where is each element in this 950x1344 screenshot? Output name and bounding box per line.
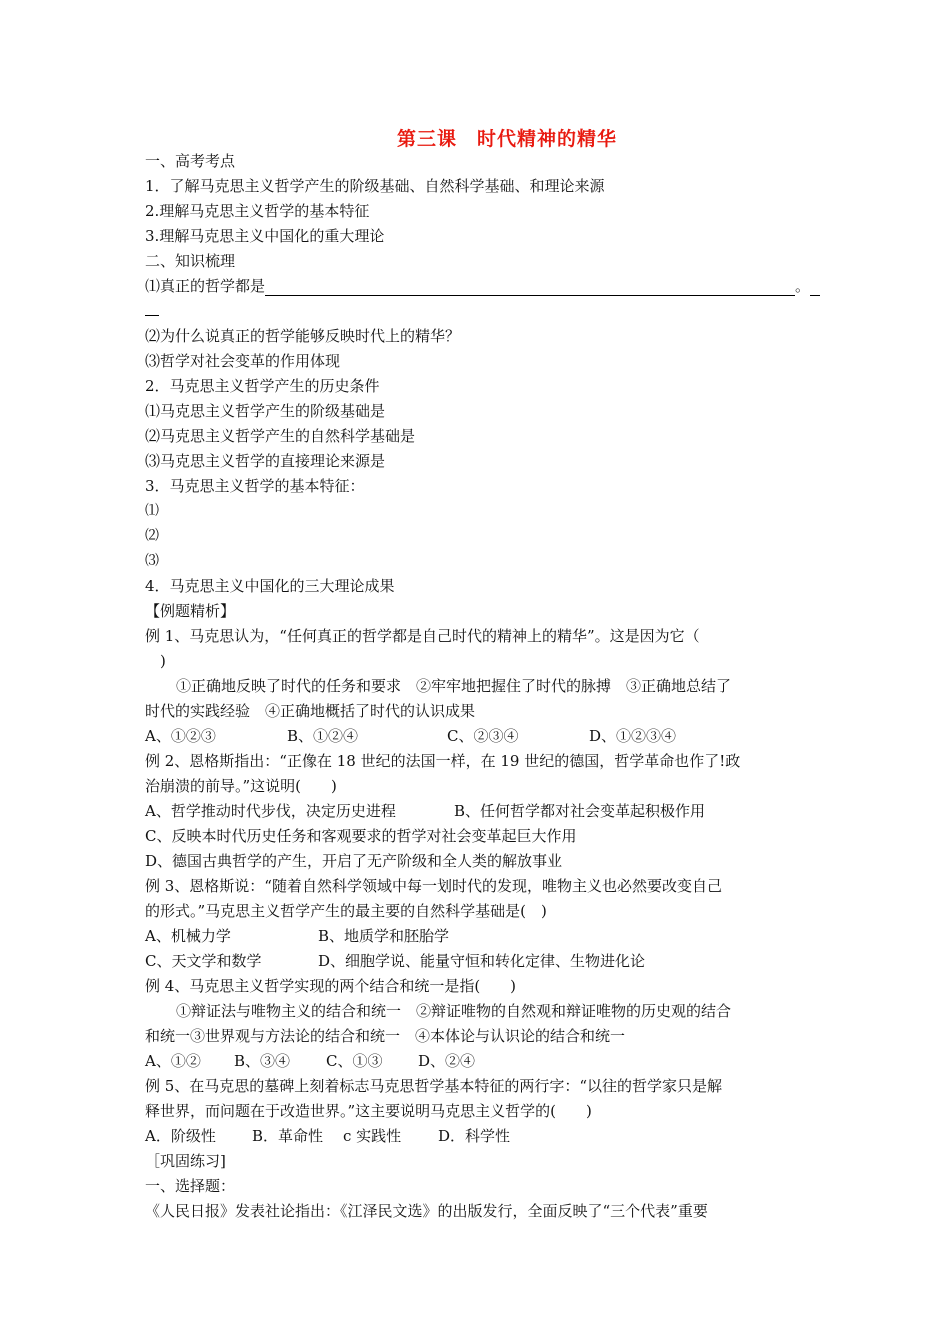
example-3-options-cd xyxy=(145,951,645,971)
example-1-options: ①正确地反映了时代的任务和要求 ②牢牢地把握住了时代的脉搏 ③正确地总结了 xyxy=(176,677,732,695)
answer-c: c 实践性 xyxy=(343,1127,402,1145)
answer-c: C、①③ xyxy=(326,1052,383,1070)
question-1-suffix: 。 xyxy=(795,277,811,295)
answer-d: D．科学性 xyxy=(438,1127,511,1145)
example-5-question: 例 5、在马克思的墓碑上刻着标志马克思哲学基本特征的两行字：“以往的哲学家只是解 xyxy=(145,1077,722,1095)
question-3: ⑶哲学对社会变革的作用体现 xyxy=(145,352,341,370)
condition-3: ⑶马克思主义哲学的直接理论来源是 xyxy=(145,452,386,470)
question-1-prefix: ⑴真正的哲学都是 xyxy=(145,277,266,295)
exam-point-1: 1．了解马克思主义哲学产生的阶级基础、自然科学基础、和理论来源 xyxy=(145,177,605,195)
example-4-options: ①辩证法与唯物主义的结合和统一 ②辩证唯物的自然观和辩证唯物的历史观的结合 xyxy=(176,1002,732,1020)
answer-blank-end xyxy=(810,279,820,296)
section-heading-knowledge: 二、知识梳理 xyxy=(145,252,236,270)
example-4-options-cont: 和统一③世界观与方法论的结合和统一 ④本体论与认识论的结合和统一 xyxy=(145,1027,626,1045)
feature-2: ⑵ xyxy=(145,528,159,544)
section-heading-exam-points: 一、高考考点 xyxy=(145,152,236,170)
example-1-question-cont: ) xyxy=(145,652,166,670)
answer-blank xyxy=(265,279,795,296)
answer-blank-continuation xyxy=(145,315,159,316)
example-2-option-d: D、德国古典哲学的产生，开启了无产阶级和全人类的解放事业 xyxy=(145,852,563,870)
heading-basic-features: 3．马克思主义哲学的基本特征： xyxy=(145,477,365,495)
answer-b: B、①②④ xyxy=(287,727,359,745)
example-2-option-c: C、反映本时代历史任务和客观要求的哲学对社会变革起巨大作用 xyxy=(145,827,577,845)
heading-historical-conditions: 2．马克思主义哲学产生的历史条件 xyxy=(145,377,380,395)
feature-3: ⑶ xyxy=(145,553,159,569)
exam-point-2: 2.理解马克思主义哲学的基本特征 xyxy=(145,202,370,220)
example-3-question: 例 3、恩格斯说：“随着自然科学领域中每一划时代的发现，唯物主义也必然要改变自己 xyxy=(145,877,722,895)
example-3-options-ab xyxy=(145,926,449,946)
heading-theory-results: 4．马克思主义中国化的三大理论成果 xyxy=(145,577,395,595)
answer-a: A、哲学推动时代步伐，决定历史进程 xyxy=(145,802,396,820)
answer-d: D、细胞学说、能量守恒和转化定律、生物进化论 xyxy=(318,952,646,970)
example-4-question: 例 4、马克思主义哲学实现的两个结合和统一是指( ) xyxy=(145,977,517,995)
example-2-question-cont: 治崩溃的前导。”这说明( ) xyxy=(145,777,337,795)
answer-b: B、③④ xyxy=(234,1052,291,1070)
example-5-question-cont: 释世界，而问题在于改造世界。”这主要说明马克思主义哲学的( ) xyxy=(145,1102,592,1120)
feature-1: ⑴ xyxy=(145,503,159,519)
question-2: ⑵为什么说真正的哲学能够反映时代上的精华？ xyxy=(145,327,461,345)
page-title: 第三课 时代精神的精华 xyxy=(396,128,617,150)
condition-2: ⑵马克思主义哲学产生的自然科学基础是 xyxy=(145,427,416,445)
practice-question-1: 《人民日报》发表社论指出：《江泽民文选》的出版发行，全面反映了“三个代表”重要 xyxy=(145,1202,708,1220)
answer-c: C、②③④ xyxy=(447,727,519,745)
exam-point-3: 3.理解马克思主义中国化的重大理论 xyxy=(145,227,385,245)
example-4-answers xyxy=(145,1051,475,1071)
condition-1: ⑴马克思主义哲学产生的阶级基础是 xyxy=(145,402,386,420)
answer-b: B、任何哲学都对社会变革起积极作用 xyxy=(454,802,706,820)
answer-b: B、地质学和胚胎学 xyxy=(318,927,450,945)
practice-subheading: 一、选择题： xyxy=(145,1177,236,1195)
answer-d: D、①②③④ xyxy=(589,727,677,745)
answer-a: A、①②③ xyxy=(145,727,216,745)
answer-d: D、②④ xyxy=(418,1052,476,1070)
example-1-question: 例 1、马克思认为，“任何真正的哲学都是自己时代的精神上的精华”。这是因为它（ xyxy=(145,627,700,645)
example-2-question: 例 2、恩格斯指出：“正像在 18 世纪的法国一样，在 19 世纪的德国，哲学革命也作了!政 xyxy=(145,752,741,770)
examples-heading: 【例题精析】 xyxy=(145,602,236,620)
practice-heading: ［巩固练习] xyxy=(145,1152,226,1170)
question-1-line xyxy=(145,276,820,296)
answer-a: A．阶级性 xyxy=(145,1127,216,1145)
example-1-options-cont: 时代的实践经验 ④正确地概括了时代的认识成果 xyxy=(145,702,476,720)
answer-b: B．革命性 xyxy=(252,1127,324,1145)
example-2-options-ab xyxy=(145,801,705,821)
example-1-answers xyxy=(145,726,676,746)
answer-a: A、机械力学 xyxy=(145,927,231,945)
answer-c: C、天文学和数学 xyxy=(145,952,262,970)
answer-a: A、①② xyxy=(145,1052,201,1070)
example-3-question-cont: 的形式。”马克思主义哲学产生的最主要的自然科学基础是( ) xyxy=(145,902,547,920)
example-5-answers xyxy=(145,1126,510,1146)
